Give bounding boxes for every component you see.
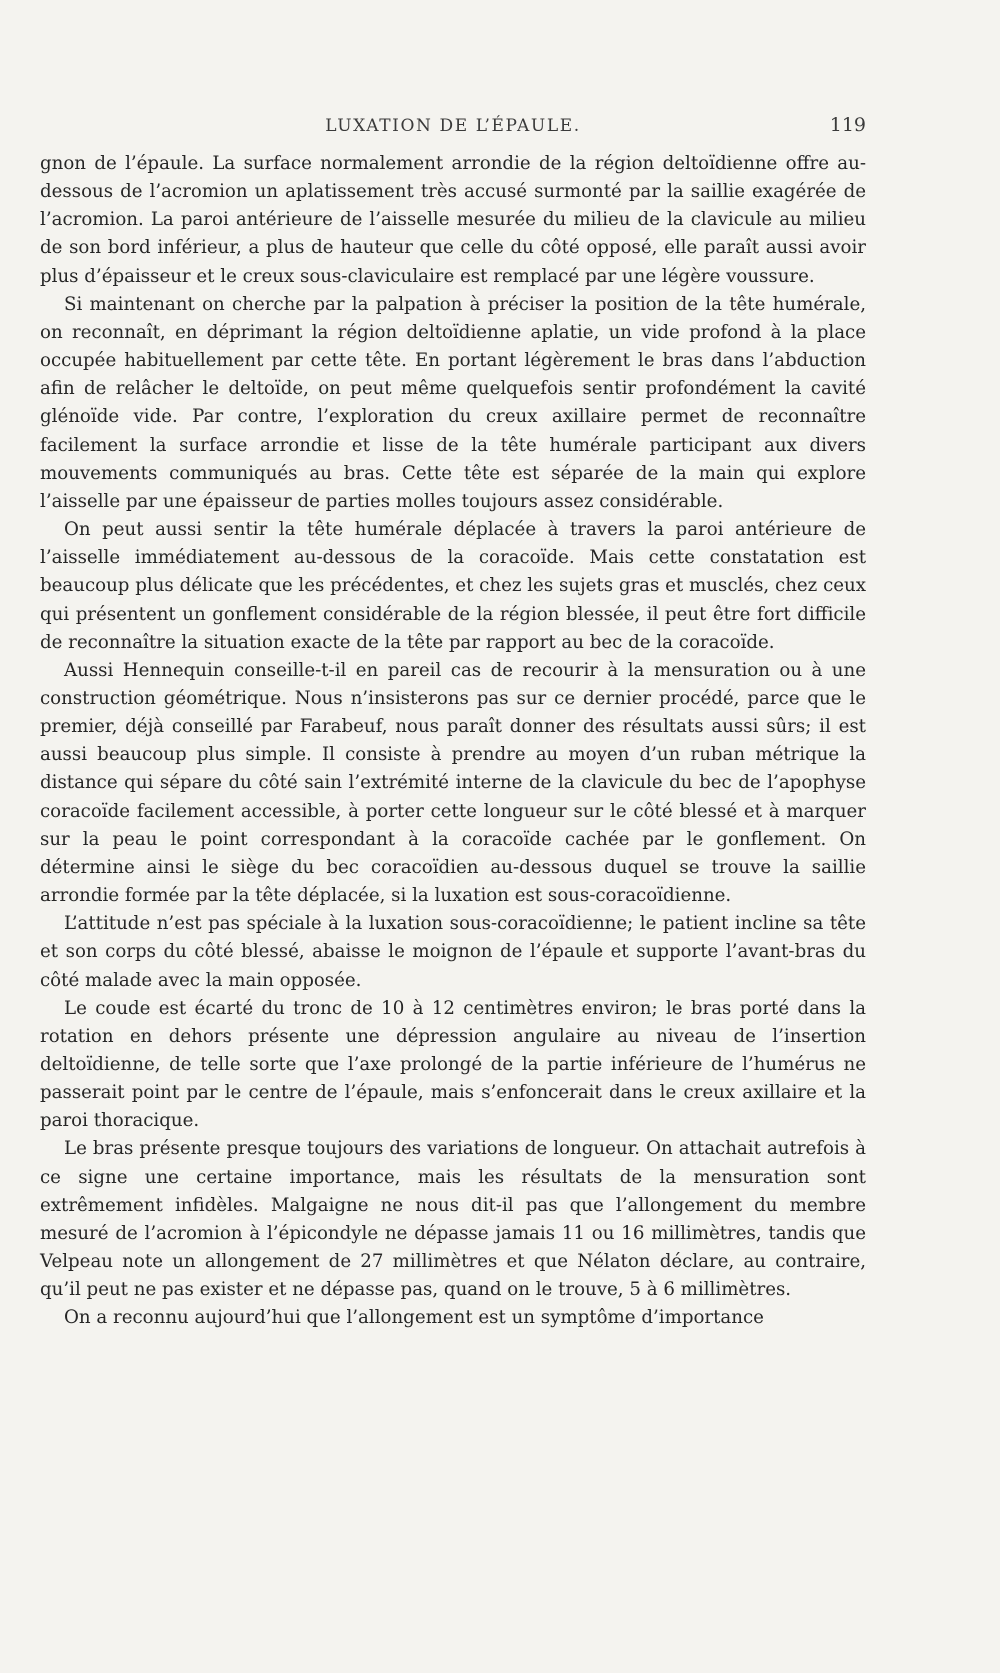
paragraph-longueur: Le bras présente presque toujours des variations de longueur. On attachait autrefois à ce signe une certaine importance, mais les résultats de la mensuration sont extrêmement infidèles. Malgaigne ne nous dit-il pas que l’allongement du membre mesuré de l’acromion à l’épicondyle ne dépasse jamais 11 ou 16 millimètres, tandis que Velpeau note un allongement de 27 millimètres et que Nélaton déclare, au contraire, qu’il peut ne pas exister et ne dépasse pas, quand on le trouve, 5 à 6 millimètres. <box>40 1138 866 1301</box>
paragraph-coude: Le coude est écarté du tronc de 10 à 12 centimètres environ; le bras porté dans la rotation en dehors présente une dépression angulaire au niveau de l’insertion deltoïdienne, de telle sorte que l’axe prolongé de la partie inférieure de l’humérus ne passerait point par le centre de l’épaule, mais s’enfoncerait dans le creux axillaire et la paroi thoracique. <box>40 997 866 1132</box>
paragraph-allongement: On a reconnu aujourd’hui que l’allongement est un symptôme d’importance <box>64 1307 764 1329</box>
paragraph-attitude: L’attitude n’est pas spéciale à la luxation sous-coracoïdienne; le patient incline sa tête et son corps du côté blessé, abaisse le moignon de l’épaule et supporte l’avant-bras du côté malade avec la main opposée. <box>40 913 866 991</box>
running-title: LUXATION DE L’ÉPAULE. <box>325 116 581 136</box>
body-text <box>40 150 866 1333</box>
page-header <box>40 112 866 140</box>
paragraph-paroi-anterieure: On peut aussi sentir la tête humérale déplacée à travers la paroi antérieure de l’aisselle immédiatement au-dessous de la coracoïde. Mais cette constatation est beaucoup plus délicate que les précédentes, et chez les sujets gras et musclés, chez ceux qui présentent un gonflement considérable de la région blessée, il peut être fort difficile de reconnaître la situation exacte de la tête par rapport au bec de la coracoïde. <box>40 519 866 653</box>
paragraph-continuation: gnon de l’épaule. La surface normalement arrondie de la région deltoïdienne offre au-dessous de l’acromion un aplatissement très accusé surmonté par la saillie exagérée de l’acromion. La paroi antérieure de l’aisselle mesurée du milieu de la clavicule au milieu de son bord inférieur, a plus de hauteur que celle du côté opposé, elle paraît aussi avoir plus d’épaisseur et le creux sous-claviculaire est remplacé par une légère voussure. <box>40 153 866 287</box>
page-number: 119 <box>829 114 866 136</box>
paragraph-mensuration: Aussi Hennequin conseille-t-il en pareil cas de recourir à la mensuration ou à une construction géométrique. Nous n’insisterons pas sur ce dernier procédé, parce que le premier, déjà conseillé par Farabeuf, nous paraît donner des résultats aussi sûrs; il est aussi beaucoup plus simple. Il consiste à prendre au moyen d’un ruban métrique la distance qui sépare du côté sain l’extrémité interne de la clavicule du bec de l’apophyse coracoïde facilement accessible, à porter cette longueur sur le côté blessé et à marquer sur la peau le point correspondant à la coracoïde cachée par le gonflement. On détermine ainsi le siège du bec coracoïdien au-dessous duquel se trouve la saillie arrondie formée par la tête déplacée, si la luxation est sous-coracoïdienne. <box>40 659 866 907</box>
paragraph-palpation: Si maintenant on cherche par la palpation à préciser la position de la tête humérale, on reconnaît, en déprimant la région deltoïdienne aplatie, un vide profond à la place occupée habituellement par cette tête. En portant légèrement le bras dans l’abduction afin de relâcher le deltoïde, on peut même quelquefois sentir profondément la cavité glénoïde vide. Par contre, l’exploration du creux axillaire permet de reconnaître facilement la surface arrondie et lisse de la tête humérale participant aux divers mouvements communiqués au bras. Cette tête est séparée de la main qui explore l’aisselle par une épaisseur de parties molles toujours assez considérable. <box>40 293 866 512</box>
